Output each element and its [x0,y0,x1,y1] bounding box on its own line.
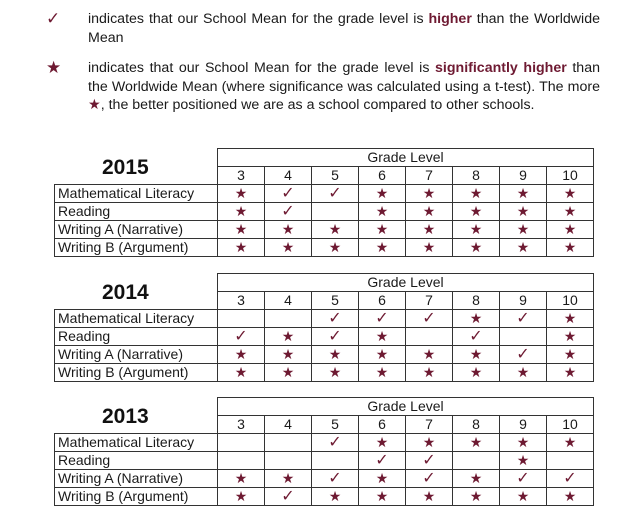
table-row [55,346,594,364]
blank-cell [55,167,218,185]
grade-header-5: 5 [312,292,359,310]
grade-header-6: 6 [359,167,406,185]
grade-header-6: 6 [359,292,406,310]
star-icon: ★ [469,364,483,380]
star-icon: ★ [516,364,530,380]
result-cell [265,328,312,346]
result-cell [265,221,312,239]
result-cell [500,221,547,239]
star-icon: ★ [375,239,389,255]
result-cell [359,488,406,506]
check-icon: ✓ [328,470,342,487]
subject-label: Mathematical Literacy [55,434,218,452]
result-cell [453,452,500,470]
table-row [55,310,594,328]
result-cell [500,310,547,328]
check-icon: ✓ [328,434,342,451]
result-cell [312,434,359,452]
table-row [55,185,594,203]
result-cell [312,488,359,506]
result-cell [453,364,500,382]
year-heading: 2015 [102,156,149,179]
star-icon: ★ [563,203,577,219]
grade-header-8: 8 [453,292,500,310]
grade-header-9: 9 [500,292,547,310]
check-icon: ✓ [281,488,295,505]
grade-header-10: 10 [547,167,594,185]
star-icon: ★ [422,488,436,504]
result-cell [218,434,265,452]
result-cell [359,221,406,239]
table-row [55,203,594,221]
result-cell [406,364,453,382]
grade-header-8: 8 [453,416,500,434]
grade-header-6: 6 [359,416,406,434]
result-cell [218,239,265,257]
result-cell [406,434,453,452]
star-icon: ★ [516,203,530,219]
grade-header-8: 8 [453,167,500,185]
result-cell [359,364,406,382]
result-cell [500,434,547,452]
result-cell [218,470,265,488]
result-cell [265,470,312,488]
result-cell [265,203,312,221]
result-cell [312,203,359,221]
table-row [55,221,594,239]
star-icon: ★ [234,470,248,486]
grade-header-9: 9 [500,167,547,185]
result-cell [500,346,547,364]
result-cell [359,203,406,221]
star-icon: ★ [375,221,389,237]
star-icon: ★ [234,346,248,362]
inline-star-icon: ★ [88,97,101,113]
result-cell [500,185,547,203]
result-cell [406,221,453,239]
result-cell [359,328,406,346]
star-icon: ★ [281,221,295,237]
star-icon: ★ [422,434,436,450]
star-icon: ★ [563,221,577,237]
result-cell [406,328,453,346]
star-icon: ★ [234,185,248,201]
star-icon: ★ [563,346,577,362]
result-cell [453,488,500,506]
check-icon: ✓ [328,185,342,202]
subject-label: Reading [55,452,218,470]
result-cell [359,310,406,328]
check-icon: ✓ [563,470,577,487]
star-icon: ★ [281,346,295,362]
check-icon: ✓ [375,310,389,327]
grade-level-header: Grade Level [218,398,594,416]
result-cell [547,239,594,257]
result-cell [218,310,265,328]
grade-header-7: 7 [406,167,453,185]
star-icon: ★ [328,346,342,362]
result-cell [453,221,500,239]
grade-table [54,273,594,382]
result-cell [218,364,265,382]
grade-header-3: 3 [218,167,265,185]
result-cell [265,488,312,506]
table-row [55,239,594,257]
star-icon: ★ [516,185,530,201]
result-cell [547,434,594,452]
result-cell [547,221,594,239]
grade-header-4: 4 [265,292,312,310]
star-icon: ★ [375,364,389,380]
table-row [55,452,594,470]
check-icon: ✓ [46,9,61,28]
table-row [55,470,594,488]
result-cell [547,470,594,488]
star-icon: ★ [328,364,342,380]
star-icon: ★ [375,185,389,201]
star-icon: ★ [422,185,436,201]
result-cell [312,346,359,364]
star-icon: ★ [422,221,436,237]
subject-label: Writing A (Narrative) [55,221,218,239]
star-icon: ★ [563,364,577,380]
star-icon: ★ [422,203,436,219]
grade-level-header: Grade Level [218,274,594,292]
star-icon: ★ [281,364,295,380]
star-icon: ★ [469,239,483,255]
legend-higher-emphasis: higher [428,11,472,27]
result-cell [547,488,594,506]
star-icon: ★ [375,346,389,362]
star-icon: ★ [516,452,530,468]
star-icon: ★ [563,185,577,201]
result-cell [406,488,453,506]
star-icon: ★ [46,58,62,77]
check-icon: ✓ [328,310,342,327]
check-icon: ✓ [516,470,530,487]
star-icon: ★ [422,346,436,362]
grade-header-7: 7 [406,292,453,310]
check-icon: ✓ [281,203,295,220]
result-cell [453,185,500,203]
subject-label: Writing A (Narrative) [55,470,218,488]
star-icon: ★ [375,434,389,450]
result-cell [359,470,406,488]
star-icon: ★ [563,310,577,326]
blank-cell [55,274,218,292]
star-icon: ★ [469,346,483,362]
blank-cell [55,292,218,310]
result-cell [218,221,265,239]
result-cell [312,221,359,239]
result-cell [312,470,359,488]
result-cell [500,488,547,506]
subject-label: Writing B (Argument) [55,488,218,506]
result-cell [500,203,547,221]
star-icon: ★ [469,203,483,219]
result-cell [406,346,453,364]
grade-table [54,397,594,506]
check-icon: ✓ [234,328,248,345]
result-cell [218,328,265,346]
result-cell [453,310,500,328]
year-heading: 2013 [102,405,149,428]
star-icon: ★ [375,203,389,219]
star-icon: ★ [422,239,436,255]
subject-label: Writing A (Narrative) [55,346,218,364]
result-cell [547,452,594,470]
result-cell [500,470,547,488]
check-icon: ✓ [422,452,436,469]
star-icon: ★ [422,364,436,380]
grade-header-5: 5 [312,416,359,434]
table-row [55,434,594,452]
result-cell [453,203,500,221]
result-cell [359,452,406,470]
check-icon: ✓ [422,470,436,487]
result-cell [312,239,359,257]
grade-header-5: 5 [312,167,359,185]
result-cell [218,488,265,506]
result-cell [312,185,359,203]
star-icon: ★ [375,470,389,486]
star-icon: ★ [328,221,342,237]
blank-cell [55,398,218,416]
star-icon: ★ [234,239,248,255]
table-row [55,488,594,506]
star-icon: ★ [469,434,483,450]
blank-cell [55,416,218,434]
check-icon: ✓ [422,310,436,327]
subject-label: Reading [55,203,218,221]
result-cell [312,310,359,328]
result-cell [406,239,453,257]
result-cell [359,239,406,257]
star-icon: ★ [516,239,530,255]
result-cell [453,470,500,488]
star-icon: ★ [563,239,577,255]
result-cell [312,452,359,470]
star-icon: ★ [234,203,248,219]
table-row [55,364,594,382]
star-icon: ★ [469,310,483,326]
result-cell [547,203,594,221]
result-cell [312,364,359,382]
result-cell [500,364,547,382]
grade-header-4: 4 [265,416,312,434]
result-cell [453,346,500,364]
star-icon: ★ [516,434,530,450]
result-cell [547,346,594,364]
result-cell [312,328,359,346]
result-cell [500,328,547,346]
star-icon: ★ [469,488,483,504]
star-icon: ★ [375,328,389,344]
result-cell [547,310,594,328]
result-cell [547,364,594,382]
star-icon: ★ [469,185,483,201]
result-cell [453,328,500,346]
star-icon: ★ [375,488,389,504]
result-cell [265,452,312,470]
subject-label: Writing B (Argument) [55,364,218,382]
star-icon: ★ [281,239,295,255]
result-cell [406,185,453,203]
grade-table [54,148,594,257]
result-cell [218,346,265,364]
result-cell [453,239,500,257]
grade-header-10: 10 [547,292,594,310]
grade-header-9: 9 [500,416,547,434]
grade-header-10: 10 [547,416,594,434]
result-cell [500,239,547,257]
star-icon: ★ [563,488,577,504]
check-icon: ✓ [516,346,530,363]
grade-header-3: 3 [218,292,265,310]
star-icon: ★ [516,221,530,237]
result-cell [265,346,312,364]
subject-label: Mathematical Literacy [55,185,218,203]
star-icon: ★ [281,328,295,344]
result-cell [218,185,265,203]
result-cell [265,364,312,382]
subject-label: Mathematical Literacy [55,310,218,328]
table-row [55,328,594,346]
result-cell [265,434,312,452]
legend-significant-text: indicates that our School Mean for the grade level is significantly higher than the Worldwide Mean (where significance was calculated using a t-test). The more ★, the better positioned we are as a school compared to other schools. [88,60,600,113]
star-icon: ★ [281,470,295,486]
star-icon: ★ [563,434,577,450]
star-icon: ★ [234,364,248,380]
result-cell [359,434,406,452]
result-cell [406,310,453,328]
grade-header-3: 3 [218,416,265,434]
legend-higher-text: indicates that our School Mean for the grade level is higher than the Worldwide Mean [88,11,600,46]
result-cell [218,452,265,470]
star-icon: ★ [469,221,483,237]
result-cell [547,185,594,203]
result-cell [265,310,312,328]
check-icon: ✓ [469,328,483,345]
result-cell [500,452,547,470]
check-icon: ✓ [516,310,530,327]
result-cell [453,434,500,452]
year-heading: 2014 [102,281,149,304]
star-icon: ★ [328,488,342,504]
result-cell [406,470,453,488]
star-icon: ★ [234,488,248,504]
result-cell [406,452,453,470]
grade-level-header: Grade Level [218,149,594,167]
result-cell [547,328,594,346]
check-icon: ✓ [328,328,342,345]
result-cell [265,185,312,203]
result-cell [359,185,406,203]
result-cell [359,346,406,364]
subject-label: Writing B (Argument) [55,239,218,257]
result-cell [265,239,312,257]
grade-header-4: 4 [265,167,312,185]
legend-significant-emphasis: significantly higher [435,60,567,76]
result-cell [218,203,265,221]
star-icon: ★ [563,328,577,344]
star-icon: ★ [469,470,483,486]
star-icon: ★ [328,239,342,255]
subject-label: Reading [55,328,218,346]
result-cell [406,203,453,221]
check-icon: ✓ [281,185,295,202]
blank-cell [55,149,218,167]
star-icon: ★ [234,221,248,237]
check-icon: ✓ [375,452,389,469]
star-icon: ★ [516,488,530,504]
grade-header-7: 7 [406,416,453,434]
